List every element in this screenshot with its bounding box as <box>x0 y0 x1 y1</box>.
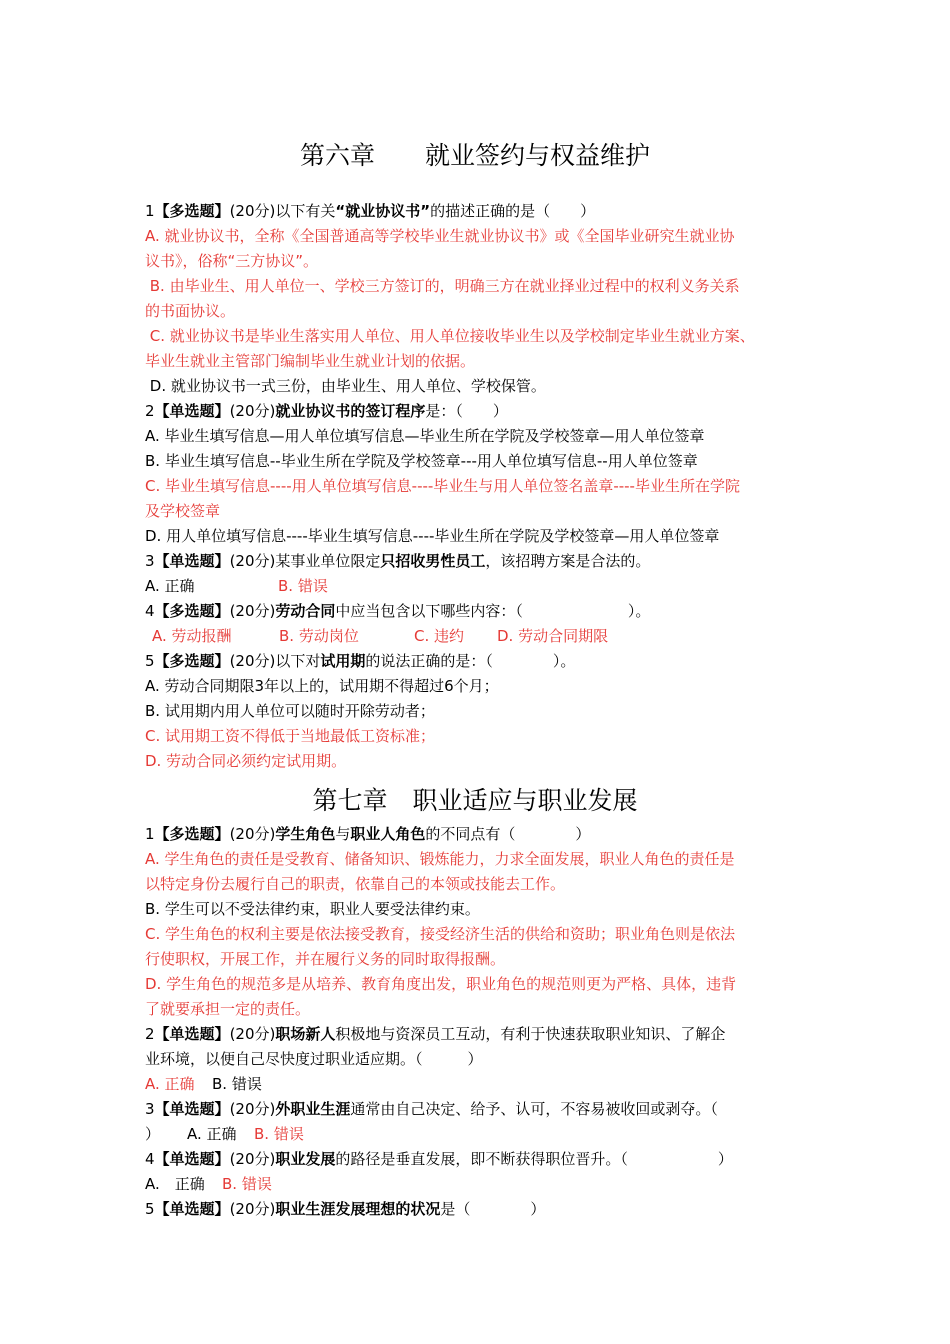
stem-keyword: 只招收男性员工 <box>380 552 486 570</box>
ch6-q1-option-a-cont: 议书》，俗称“三方协议”。 <box>145 252 319 270</box>
stem-keyword: 外职业生涯 <box>275 1100 351 1118</box>
ch7-q1-option-c: C. 学生角色的权利主要是依法接受教育，接受经济生活的供给和资助；职业角色则是依法 <box>145 925 736 943</box>
stem-text: 的路径是垂直发展，即不断获得职位晋升。（ ） <box>335 1150 733 1168</box>
ch7-q1-option-b: B. 学生可以不受法律约束，职业人要受法律约束。 <box>145 900 480 918</box>
stem-text: 积极地与资深员工互动，有利于快速获取职业知识、了解企 <box>335 1025 726 1043</box>
stem-text: 以下有关 <box>275 202 336 220</box>
question-type: 【单选题】 <box>154 1025 230 1043</box>
ch7-q3-stem <box>145 1099 718 1119</box>
ch7-q1-option-c-cont: 行使职权，开展工作，并在履行义务的同时取得报酬。 <box>145 950 506 968</box>
chapter7-title: 第七章 职业适应与职业发展 <box>312 786 638 815</box>
stem-text: 与 <box>335 825 351 843</box>
question-score: (20分) <box>229 652 276 670</box>
chapter6-title: 第六章 就业签约与权益维护 <box>299 141 650 170</box>
ch6-q2-option-a: A. 毕业生填写信息—用人单位填写信息—毕业生所在学院及学校签章—用人单位签章 <box>145 427 705 445</box>
ch6-q4-option-c: C. 违约 <box>414 627 465 645</box>
ch7-q4-stem <box>145 1149 733 1169</box>
ch6-q1-option-b: B. 由毕业生、用人单位一、学校三方签订的，明确三方在就业择业过程中的权利义务关系 <box>145 277 740 295</box>
question-score: (20分) <box>229 1100 276 1118</box>
ch6-q2-option-b: B. 毕业生填写信息--毕业生所在学院及学校签章---用人单位填写信息--用人单位签章 <box>145 452 698 470</box>
stem-keyword: 劳动合同 <box>275 602 336 620</box>
question-number: 3 <box>145 552 155 570</box>
ch6-q2-option-d: D. 用人单位填写信息----毕业生填写信息----毕业生所在学院及学校签章—用人单位签章 <box>145 527 720 545</box>
ch6-q5-option-d: D. 劳动合同必须约定试用期。 <box>145 752 347 770</box>
question-score: (20分) <box>229 402 276 420</box>
ch7-q3-option-b: B. 错误 <box>254 1125 304 1143</box>
ch6-q4-option-d: D. 劳动合同期限 <box>497 627 609 645</box>
stem-keyword: 试用期 <box>320 652 366 670</box>
ch7-q4-option-a: A. 正确 <box>145 1175 205 1193</box>
stem-text: 是：（ ） <box>425 402 508 420</box>
question-type: 【单选题】 <box>154 402 230 420</box>
stem-keyword: 职场新人 <box>275 1025 336 1043</box>
question-number: 2 <box>145 1025 155 1043</box>
question-score: (20分) <box>229 1200 276 1218</box>
ch6-q2-stem <box>145 401 508 421</box>
question-type: 【多选题】 <box>154 825 230 843</box>
ch7-q1-option-a: A. 学生角色的责任是受教育、储备知识、锻炼能力，力求全面发展，职业人角色的责任是 <box>145 850 735 868</box>
stem-keyword: 职业发展 <box>275 1150 336 1168</box>
ch6-q5-option-c: C. 试用期工资不得低于当地最低工资标准； <box>145 727 436 745</box>
question-type: 【多选题】 <box>154 602 230 620</box>
ch6-q5-option-a: A. 劳动合同期限3年以上的，试用期不得超过6个月； <box>145 677 499 695</box>
ch7-q1-option-d-cont: 了就要承担一定的责任。 <box>145 1000 311 1018</box>
ch6-q2-option-c-cont: 及学校签章 <box>145 502 221 520</box>
stem-text: 是（ ） <box>440 1200 546 1218</box>
question-number: 4 <box>145 602 155 620</box>
ch6-q4-stem <box>145 601 650 621</box>
ch7-q1-option-d: D. 学生角色的规范多是从培养、教育角度出发，职业角色的规范则更为严格、具体，违背 <box>145 975 737 993</box>
question-number: 5 <box>145 652 155 670</box>
question-score: (20分) <box>229 202 276 220</box>
question-score: (20分) <box>229 1025 276 1043</box>
question-number: 1 <box>145 825 155 843</box>
question-number: 2 <box>145 402 155 420</box>
ch7-q1-option-a-cont: 以特定身份去履行自己的职责，依靠自己的本领或技能去工作。 <box>145 875 566 893</box>
ch6-q5-option-b: B. 试用期内用人单位可以随时开除劳动者； <box>145 702 435 720</box>
question-score: (20分) <box>229 552 276 570</box>
ch7-q3-option-a: A. 正确 <box>187 1125 237 1143</box>
ch6-q1-option-c-cont: 毕业生就业主管部门编制毕业生就业计划的依据。 <box>145 352 476 370</box>
ch6-q4-option-b: B. 劳动岗位 <box>279 627 359 645</box>
question-type: 【多选题】 <box>154 202 230 220</box>
ch6-q1-option-a: A. 就业协议书，全称《全国普通高等学校毕业生就业协议书》或《全国毕业研究生就业协 <box>145 227 735 245</box>
question-type: 【单选题】 <box>154 552 230 570</box>
ch6-q3-option-a: A. 正确 <box>145 577 195 595</box>
stem-text: 的说法正确的是：（ ）。 <box>365 652 576 670</box>
question-number: 5 <box>145 1200 155 1218</box>
question-number: 1 <box>145 202 155 220</box>
ch7-q1-stem <box>145 824 590 844</box>
ch6-q1-option-d: D. 就业协议书一式三份，由毕业生、用人单位、学校保管。 <box>145 377 546 395</box>
stem-text: 的描述正确的是（ ） <box>430 202 596 220</box>
stem-keyword: 学生角色 <box>275 825 336 843</box>
ch7-q2-stem <box>145 1024 725 1044</box>
stem-text: 中应当包含以下哪些内容：（ ）。 <box>335 602 651 620</box>
ch6-q2-option-c: C. 毕业生填写信息----用人单位填写信息----毕业生与用人单位签名盖章----毕业生所在学院 <box>145 477 740 495</box>
question-score: (20分) <box>229 1150 276 1168</box>
question-score: (20分) <box>229 602 276 620</box>
ch6-q5-stem <box>145 651 575 671</box>
ch7-q2-stem-cont: 业环境，以便自己尽快度过职业适应期。（ ） <box>145 1050 483 1068</box>
stem-text: ，该招聘方案是合法的。 <box>485 552 651 570</box>
ch6-q1-option-b-cont: 的书面协议。 <box>145 302 236 320</box>
stem-text: 某事业单位限定 <box>275 552 381 570</box>
ch7-q4-option-b: B. 错误 <box>222 1175 272 1193</box>
stem-keyword: 职业生涯发展理想的状况 <box>275 1200 441 1218</box>
ch7-q3-stem-cont: ） <box>145 1125 161 1143</box>
stem-text: 的不同点有（ ） <box>425 825 591 843</box>
question-number: 3 <box>145 1100 155 1118</box>
stem-text: 通常由自己决定、给予、认可，不容易被收回或剥夺。（ <box>350 1100 718 1118</box>
ch6-q1-option-c: C. 就业协议书是毕业生落实用人单位、用人单位接收毕业生以及学校制定毕业生就业方案、 <box>145 327 755 345</box>
stem-keyword: 就业协议书的签订程序 <box>275 402 426 420</box>
question-type: 【多选题】 <box>154 652 230 670</box>
ch6-q3-stem <box>145 551 650 571</box>
ch7-q2-option-a: A. 正确 <box>145 1075 195 1093</box>
ch6-q1-stem <box>145 201 595 221</box>
stem-text: 以下对 <box>275 652 321 670</box>
stem-keyword: 职业人角色 <box>350 825 426 843</box>
question-type: 【单选题】 <box>154 1200 230 1218</box>
stem-keyword: “就业协议书” <box>335 202 431 220</box>
question-number: 4 <box>145 1150 155 1168</box>
ch7-q5-stem <box>145 1199 545 1219</box>
ch6-q3-option-b: B. 错误 <box>278 577 328 595</box>
question-type: 【单选题】 <box>154 1100 230 1118</box>
ch6-q4-option-a: A. 劳动报酬 <box>152 627 232 645</box>
question-score: (20分) <box>229 825 276 843</box>
question-type: 【单选题】 <box>154 1150 230 1168</box>
ch7-q2-option-b: B. 错误 <box>212 1075 262 1093</box>
